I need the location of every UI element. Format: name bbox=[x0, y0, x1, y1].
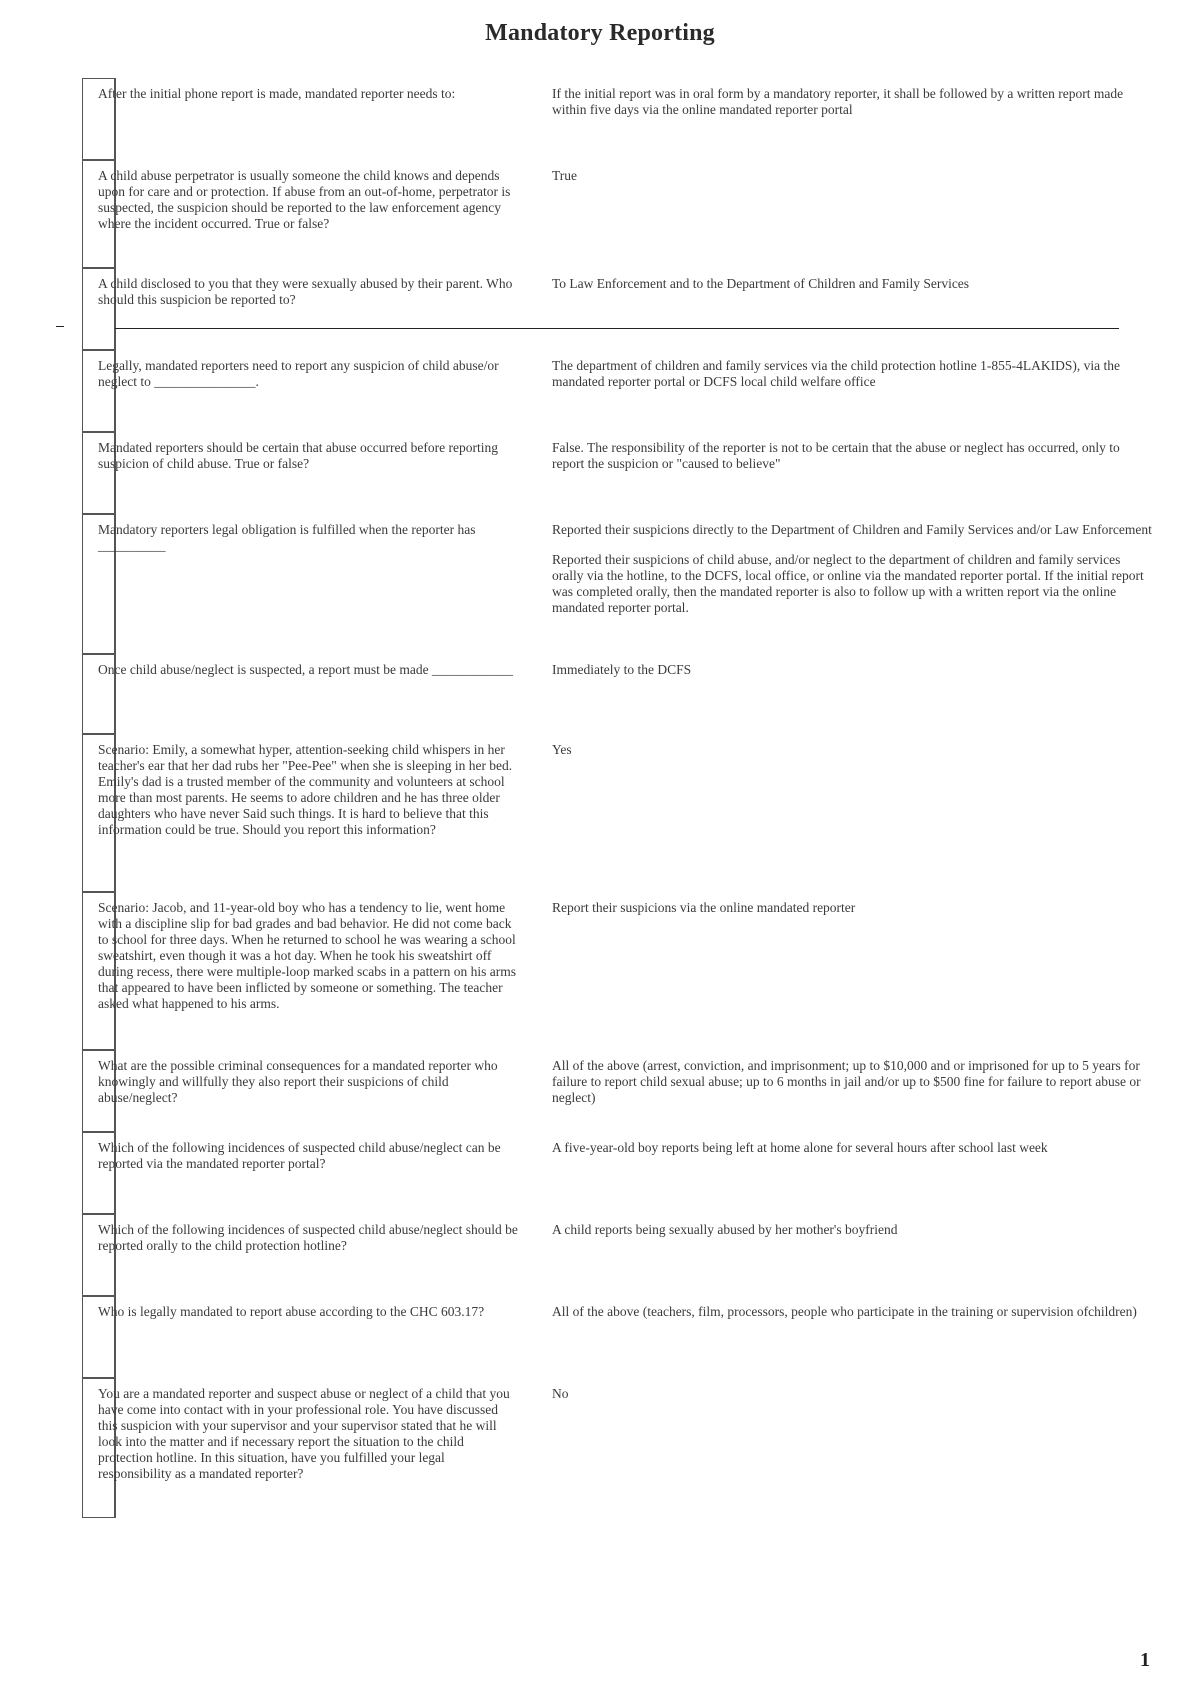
answer-text bbox=[552, 1386, 1152, 1416]
answer-paragraph: A five-year-old boy reports being left at home alone for several hours after school last week bbox=[552, 1140, 1048, 1155]
answer-text bbox=[552, 900, 1152, 930]
answer-paragraph: A child reports being sexually abused by her mother's boyfriend bbox=[552, 1222, 898, 1237]
section-divider bbox=[115, 328, 1119, 329]
question-text: Once child abuse/neglect is suspected, a report must be made ____________ bbox=[98, 662, 514, 677]
qa-row bbox=[82, 432, 1152, 514]
question-text: Mandated reporters should be certain that abuse occurred before reporting suspicion of child abuse. True or false? bbox=[98, 440, 498, 471]
question-text: After the initial phone report is made, mandated reporter needs to: bbox=[98, 86, 456, 101]
question-text: Scenario: Jacob, and 11-year-old boy who has a tendency to lie, went home with a discipline slip for bad grades and bad behavior. He did not come back to school for three days. When he returned to school he was wearing a school sweatshirt, even though it was a hot day. When he took his sweatshirt off during recess, there were multiple-loop marked scabs in a pattern on his arms that appeared to have been inflicted by someone or something. The teacher asked what happened to his arms. bbox=[98, 900, 516, 1011]
qa-row bbox=[82, 892, 1152, 1050]
answer-paragraph: All of the above (arrest, conviction, and imprisonment; up to $10,000 and or imprisoned for up to 5 years for failure to report child sexual abuse; up to 6 months in jail and/or up to $500 fine for failure to report abuse or neglect) bbox=[552, 1058, 1141, 1105]
qa-row bbox=[82, 350, 1152, 432]
answer-paragraph: Reported their suspicions of child abuse, and/or neglect to the department of children and family services orally via the hotline, to the DCFS, local office, or online via the mandated reporter portal. If the initial report was completed orally, then the mandated reporter is also to follow up with a written report via the online mandated reporter portal. bbox=[552, 552, 1144, 615]
answer-text bbox=[552, 1058, 1152, 1120]
question-text: A child abuse perpetrator is usually someone the child knows and depends upon for care and or protection. If abuse from an out-of-home, perpetrator is suspected, the suspicion should be reported to the law enforcement agency where the incident occurred. True or false? bbox=[98, 168, 511, 231]
answer-text bbox=[552, 1222, 1152, 1252]
margin-dash bbox=[56, 326, 64, 327]
answer-text bbox=[552, 358, 1152, 404]
qa-row bbox=[82, 78, 1152, 160]
qa-row bbox=[82, 1050, 1152, 1132]
qa-row bbox=[82, 268, 1152, 350]
qa-row bbox=[82, 654, 1152, 734]
answer-text bbox=[552, 168, 1152, 198]
answer-paragraph: Immediately to the DCFS bbox=[552, 662, 692, 677]
question-text: Which of the following incidences of suspected child abuse/neglect should be reported orally to the child protection hotline? bbox=[98, 1222, 518, 1253]
qa-row bbox=[82, 514, 1152, 654]
answer-paragraph: True bbox=[552, 168, 578, 183]
question-text: You are a mandated reporter and suspect abuse or neglect of a child that you have come into contact with in your professional role. You have discussed this suspicion with your supervisor and your supervisor stated that he will look into the matter and if necessary report the situation to the child protection hotline. In this situation, have you fulfilled your legal responsibility as a mandated reporter? bbox=[98, 1386, 510, 1481]
question-text: Legally, mandated reporters need to report any suspicion of child abuse/or neglect to _______________. bbox=[98, 358, 499, 389]
qa-row bbox=[82, 1214, 1152, 1296]
question-text: Mandatory reporters legal obligation is fulfilled when the reporter has __________ bbox=[98, 522, 476, 553]
answer-text bbox=[552, 1304, 1152, 1334]
question-text: What are the possible criminal consequences for a mandated reporter who knowingly and willfully they also report their suspicions of child abuse/neglect? bbox=[98, 1058, 498, 1105]
question-text: A child disclosed to you that they were sexually abused by their parent. Who should this suspicion be reported to? bbox=[98, 276, 513, 307]
page-title: Mandatory Reporting bbox=[485, 20, 715, 46]
question-text: Who is legally mandated to report abuse according to the CHC 603.17? bbox=[98, 1304, 485, 1319]
question-text: Scenario: Emily, a somewhat hyper, attention-seeking child whispers in her teacher's ear that her dad rubs her "Pee-Pee" when she is sleeping in her bed. Emily's dad is a trusted member of the community and volunteers at school more than most parents. He seems to adore children and he has three older daughters who have never Said such things. It is hard to believe that this information could be true. Should you report this information? bbox=[98, 742, 513, 837]
answer-text bbox=[552, 440, 1152, 486]
qa-row bbox=[82, 734, 1152, 892]
answer-text bbox=[552, 662, 1152, 692]
answer-text bbox=[552, 1140, 1152, 1170]
qa-row bbox=[82, 160, 1152, 268]
answer-text bbox=[552, 742, 1152, 772]
answer-paragraph: Report their suspicions via the online mandated reporter bbox=[552, 900, 856, 915]
qa-row bbox=[82, 1296, 1152, 1378]
answer-paragraph: Yes bbox=[552, 742, 572, 757]
answer-paragraph: False. The responsibility of the reporter is not to be certain that the abuse or neglect has occurred, only to report the suspicion or "caused to believe" bbox=[552, 440, 1120, 471]
answer-paragraph: If the initial report was in oral form by a mandatory reporter, it shall be followed by a written report made within five days via the online mandated reporter portal bbox=[552, 86, 1124, 117]
qa-row bbox=[82, 1378, 1152, 1518]
qa-row bbox=[82, 1132, 1152, 1214]
answer-paragraph: Reported their suspicions directly to the Department of Children and Family Services and/or Law Enforcement bbox=[552, 522, 1152, 537]
answer-text bbox=[552, 276, 1152, 306]
answer-paragraph: To Law Enforcement and to the Department of Children and Family Services bbox=[552, 276, 970, 291]
page-number: 1 bbox=[1140, 1649, 1150, 1671]
answer-paragraph: No bbox=[552, 1386, 569, 1401]
question-text: Which of the following incidences of suspected child abuse/neglect can be reported via the mandated reporter portal? bbox=[98, 1140, 501, 1171]
answer-paragraph: All of the above (teachers, film, processors, people who participate in the training or supervision ofchildren) bbox=[552, 1304, 1137, 1319]
answer-text bbox=[552, 522, 1152, 630]
answer-text bbox=[552, 86, 1152, 132]
answer-paragraph: The department of children and family services via the child protection hotline 1-855-4LAKIDS), via the mandated reporter portal or DCFS local child welfare office bbox=[552, 358, 1120, 389]
